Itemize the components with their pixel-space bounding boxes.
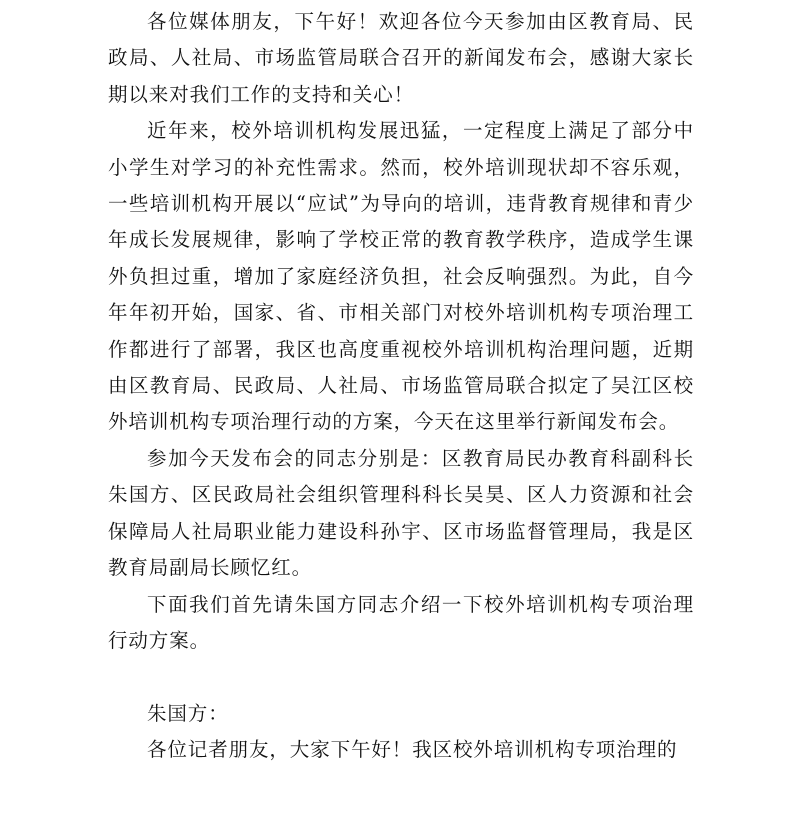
document-body — [108, 4, 694, 769]
paragraph-attendees: 参加今天发布会的同志分别是：区教育局民办教育科副科长朱国方、区民政局社会组织管理科科长吴昊、区人力资源和社会保障局人社局职业能力建设科孙宇、区市场监督管理局，我是区教育局副局长顾忆红。 — [108, 446, 694, 580]
paragraph-speech-start: 各位记者朋友，大家下午好！我区校外培训机构专项治理的 — [147, 738, 678, 762]
paragraph-background: 近年来，校外培训机构发展迅猛，一定程度上满足了部分中小学生对学习的补充性需求。然而，校外培训现状却不容乐观，一些培训机构开展以“应试”为导向的培训，违背教育规律和青少年成长发展规律，影响了学校正常的教育教学秩序，造成学生课外负担过重，增加了家庭经济负担，社会反响强烈。为此，自今年年初开始，国家、省、市相关部门对校外培训机构专项治理工作都进行了部署，我区也高度重视校外培训机构治理问题，近期由区教育局、民政局、人社局、市场监管局联合拟定了吴江区校外培训机构专项治理行动的方案，今天在这里举行新闻发布会。 — [108, 119, 694, 434]
speaker-label: 朱国方： — [147, 701, 229, 725]
blank-line — [108, 659, 694, 695]
paragraph-greeting: 各位媒体朋友，下午好！欢迎各位今天参加由区教育局、民政局、人社局、市场监管局联合召开的新闻发布会，感谢大家长期以来对我们工作的支持和关心！ — [108, 10, 694, 106]
paragraph-introduction: 下面我们首先请朱国方同志介绍一下校外培训机构专项治理行动方案。 — [108, 592, 694, 652]
